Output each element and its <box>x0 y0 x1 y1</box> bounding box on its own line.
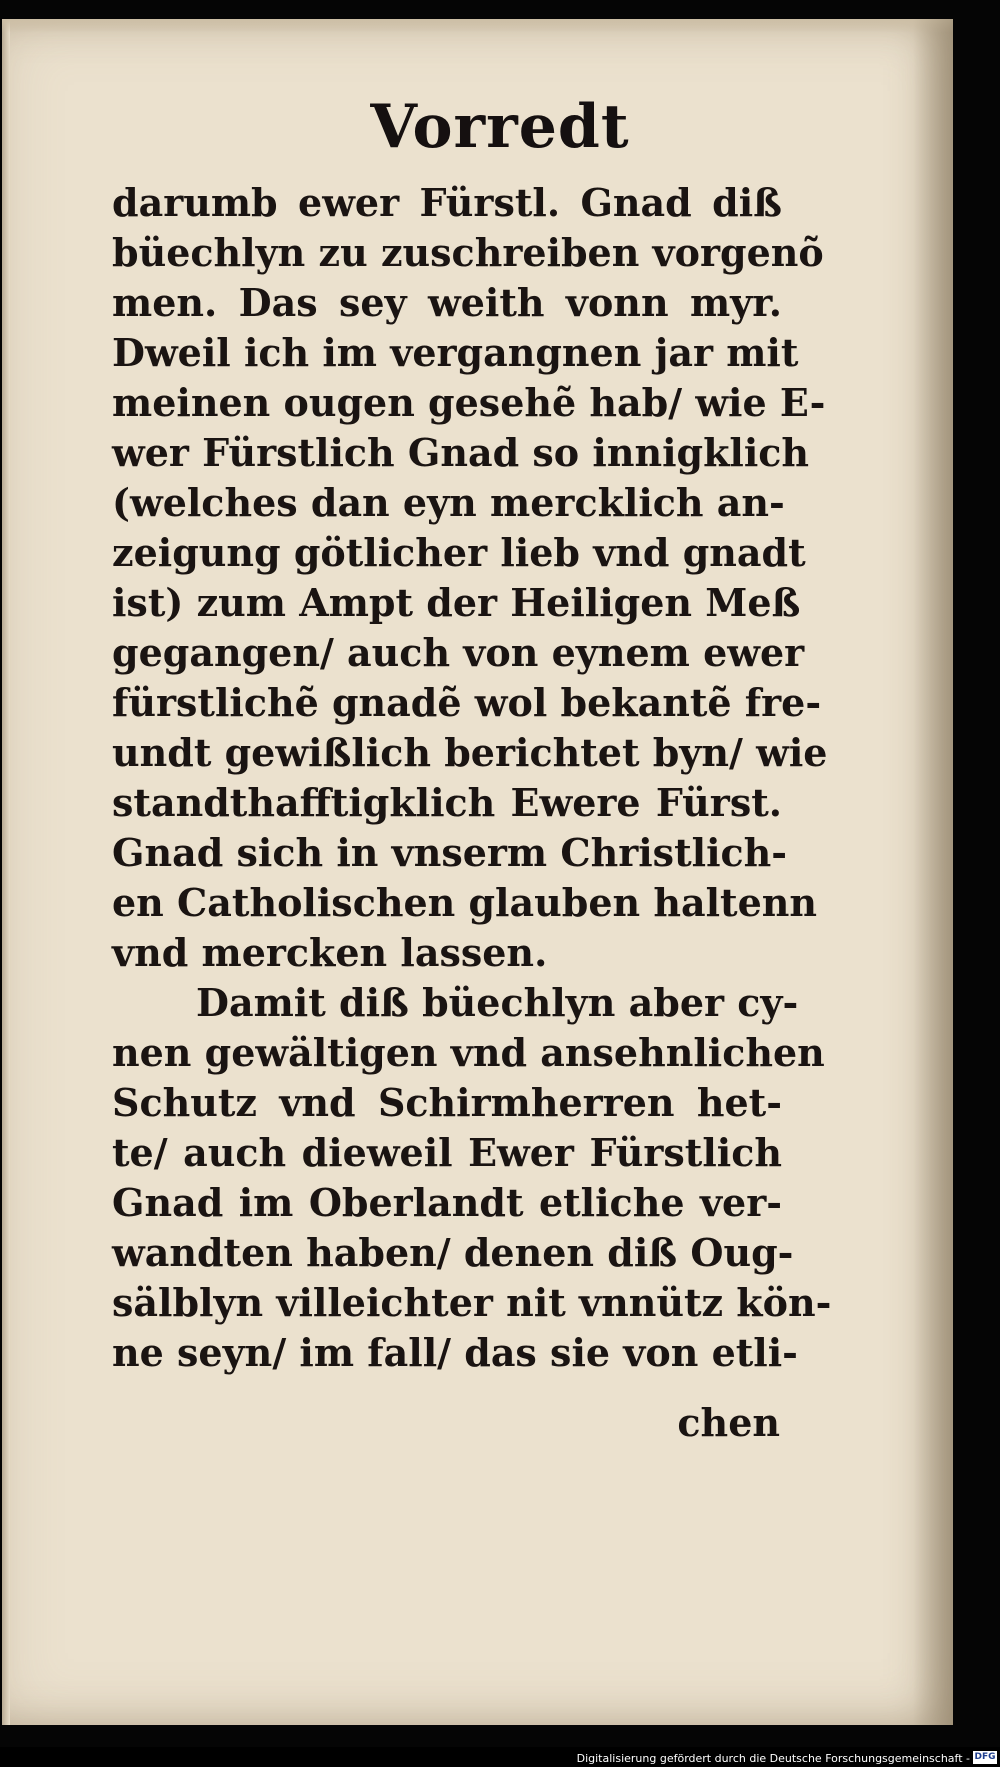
text-line: en Catholischen glauben haltenn <box>112 880 818 925</box>
text-line: büechlyn zu zuschreiben vorgenõ <box>112 230 824 275</box>
text-line: men. Das sey weith vonn myr. <box>112 280 782 325</box>
text-line: (welches dan eyn mercklich an- <box>112 480 785 525</box>
text-line: wandten haben/ denen diß Oug- <box>112 1230 794 1275</box>
text-line: te/ auch dieweil Ewer Fürstlich <box>112 1130 782 1175</box>
text-line: nen gewältigen vnd ansehnlichen <box>112 1030 825 1075</box>
running-header: Vorredt <box>370 92 630 162</box>
text-line: zeigung götlicher lieb vnd gnadt <box>112 530 806 575</box>
page-edge <box>2 19 10 1725</box>
text-line: Gnad im Oberlandt etliche ver- <box>112 1180 782 1225</box>
text-line: gegangen/ auch von eynem ewer <box>112 630 805 675</box>
text-line: undt gewißlich berichtet byn/ wie <box>112 730 828 775</box>
footer-bar <box>0 1747 1000 1767</box>
page-gutter-shadow <box>913 19 953 1725</box>
text-line: ne seyn/ im fall/ das sie von etli- <box>112 1330 798 1375</box>
page-stain <box>2 19 953 33</box>
text-line: Schutz vnd Schirmherren het- <box>112 1080 782 1125</box>
text-line: wer Fürstlich Gnad so innigklich <box>112 430 810 475</box>
dfg-logo-icon: DFG <box>974 1752 996 1762</box>
text-line: vnd mercken lassen. <box>112 930 548 975</box>
text-line: standthafftigklich Ewere Fürst. <box>112 780 782 825</box>
text-line: Damit diß büechlyn aber cy- <box>196 980 799 1025</box>
text-line: ist) zum Ampt der Heiligen Meß <box>112 580 801 625</box>
text-line: meinen ougen gesehẽ hab/ wie E- <box>112 380 826 425</box>
text-line: fürstlichẽ gnadẽ wol bekantẽ fre- <box>112 680 822 725</box>
text-line: darumb ewer Fürstl. Gnad diß <box>112 180 782 225</box>
text-line: Gnad sich in vnserm Christlich- <box>112 830 788 875</box>
text-line: sälblyn villeichter nit vnnütz kön- <box>112 1280 832 1325</box>
catchword: chen <box>677 1400 780 1445</box>
funding-credit: Digitalisierung gefördert durch die Deutsche Forschungsgemeinschaft - <box>576 1752 970 1765</box>
text-line: Dweil ich im vergangnen jar mit <box>112 330 799 375</box>
body-text <box>112 178 832 1378</box>
